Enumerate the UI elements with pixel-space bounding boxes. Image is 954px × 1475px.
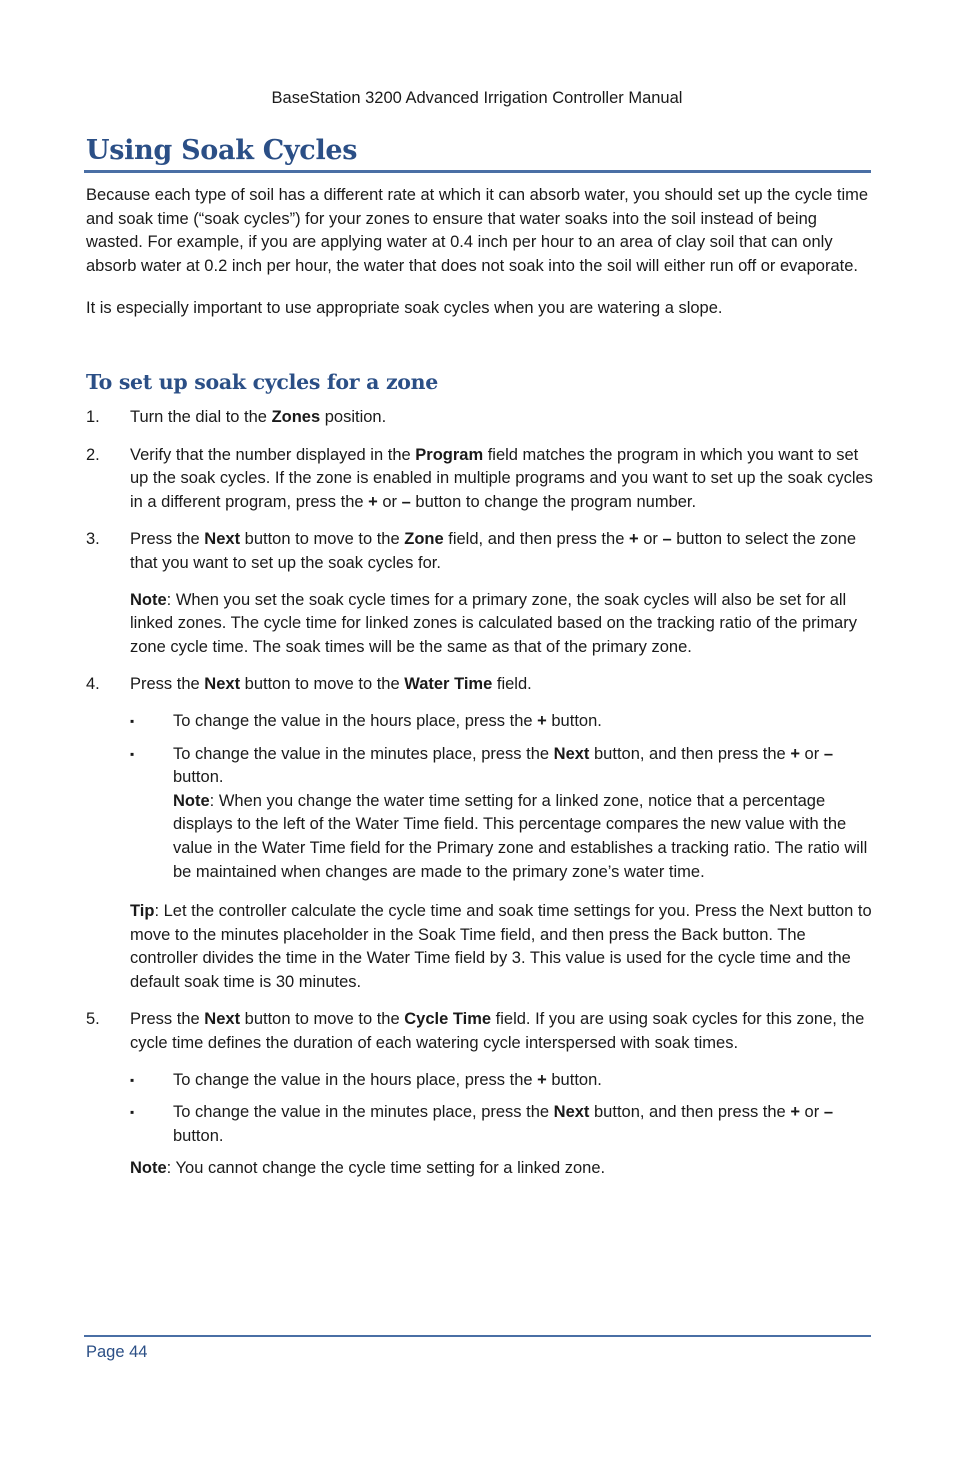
running-header: BaseStation 3200 Advanced Irrigation Controller Manual — [271, 89, 683, 107]
footer-rule — [84, 1335, 871, 1337]
procedure-heading: To set up soak cycles for a zone — [86, 370, 439, 394]
step-number: 5. — [86, 1010, 100, 1029]
square-bullet-icon: ▪ — [130, 1105, 135, 1120]
step-2 — [86, 444, 876, 515]
step-note: Note: You cannot change the cycle time setting for a linked zone. — [130, 1159, 606, 1178]
step-bullets — [130, 1069, 876, 1149]
section-title: Using Soak Cycles — [86, 135, 358, 166]
step-text: Turn the dial to the Zones position. — [130, 408, 387, 426]
step-bullets — [130, 710, 876, 884]
bullet-item: ▪ To change the value in the minutes place, press the Next button, and then press the + or – button. — [130, 1103, 833, 1145]
step-4 — [86, 673, 876, 994]
step-number: 1. — [86, 408, 100, 426]
square-bullet-icon: ▪ — [130, 713, 135, 728]
intro-paragraph: It is especially important to use appropriate soak cycles when you are watering a slope. — [86, 299, 723, 318]
step-tip: Tip: Let the controller calculate the cycle time and soak time settings for you. Press the Next button to move to the minutes placeholder in the Soak Time field, and then press the Back button. The controller divides the time in the Water Time field by 3. This value is used for the cycle time and the default soak time is 30 minutes. — [130, 902, 872, 991]
step-text: Verify that the number displayed in the Program field matches the program in which you want to set up the soak cycles. If the zone is enabled in multiple programs and you want to set up the soak cycles in a different program, press the + or – button to change the program number. — [130, 445, 873, 511]
step-text: Press the Next button to move to the Zone field, and then press the + or – button to select the zone that you want to set up the soak cycles for. — [130, 530, 857, 572]
intro-paragraph: Because each type of soil has a different rate at which it can absorb water, you should set up the cycle time and soak time (“soak cycles”) for your zones to ensure that water soaks into the soil instead of being wasted. For example, if you are applying water at 0.4 inch per hour to an area of clay soil that can only absorb water at 0.2 inch per hour, the water that does not soak into the soil will either run off or evaporate. — [86, 186, 869, 275]
step-text: Press the Next button to move to the Cycle Time field. If you are using soak cycles for this zone, the cycle time defines the duration of each watering cycle interspersed with soak times. — [130, 1010, 865, 1053]
bullet-item: ▪ To change the value in the hours place, press the + button. — [130, 710, 876, 734]
step-number: 3. — [86, 530, 100, 549]
bullet-item: ▪ To change the value in the hours place, press the + button. — [130, 1069, 876, 1093]
procedure-steps — [86, 406, 876, 1195]
step-text: Press the Next button to move to the Water Time field. — [130, 675, 532, 694]
page-number: Page 44 — [86, 1343, 148, 1361]
bullet-note: Note: When you change the water time setting for a linked zone, notice that a percentage displays to the left of the Water Time field. This percentage compares the new value with the value in the Water Time field for the Primary zone and establishes a tracking ratio. The ratio will be maintained when changes are made to the primary zone’s water time. — [173, 791, 868, 881]
step-3 — [86, 528, 876, 659]
intro-block — [86, 184, 876, 321]
title-underline — [84, 170, 871, 173]
step-1 — [86, 406, 876, 430]
step-number: 4. — [86, 675, 100, 694]
square-bullet-icon: ▪ — [130, 1072, 135, 1087]
square-bullet-icon: ▪ — [130, 746, 135, 761]
step-number: 2. — [86, 445, 100, 464]
step-note: Note: When you set the soak cycle times for a primary zone, the soak cycles will also be set for all linked zones. The cycle time for linked zones is calculated based on the tracking ratio of the primary zone cycle time. The soak times will be the same as that of the primary zone. — [130, 590, 857, 656]
step-5 — [86, 1008, 876, 1181]
bullet-item: ▪ To change the value in the minutes place, press the Next button, and then press the + or – button. Note: When you change the water time setting for a linked zone, notice that a percentage displays to the left of the Water Time field. This percentage compares the new value with the value in the Water Time field for the Primary zone and establishes a tracking ratio. The ratio will be maintained when changes are made to the primary zone’s water time. — [130, 743, 876, 885]
